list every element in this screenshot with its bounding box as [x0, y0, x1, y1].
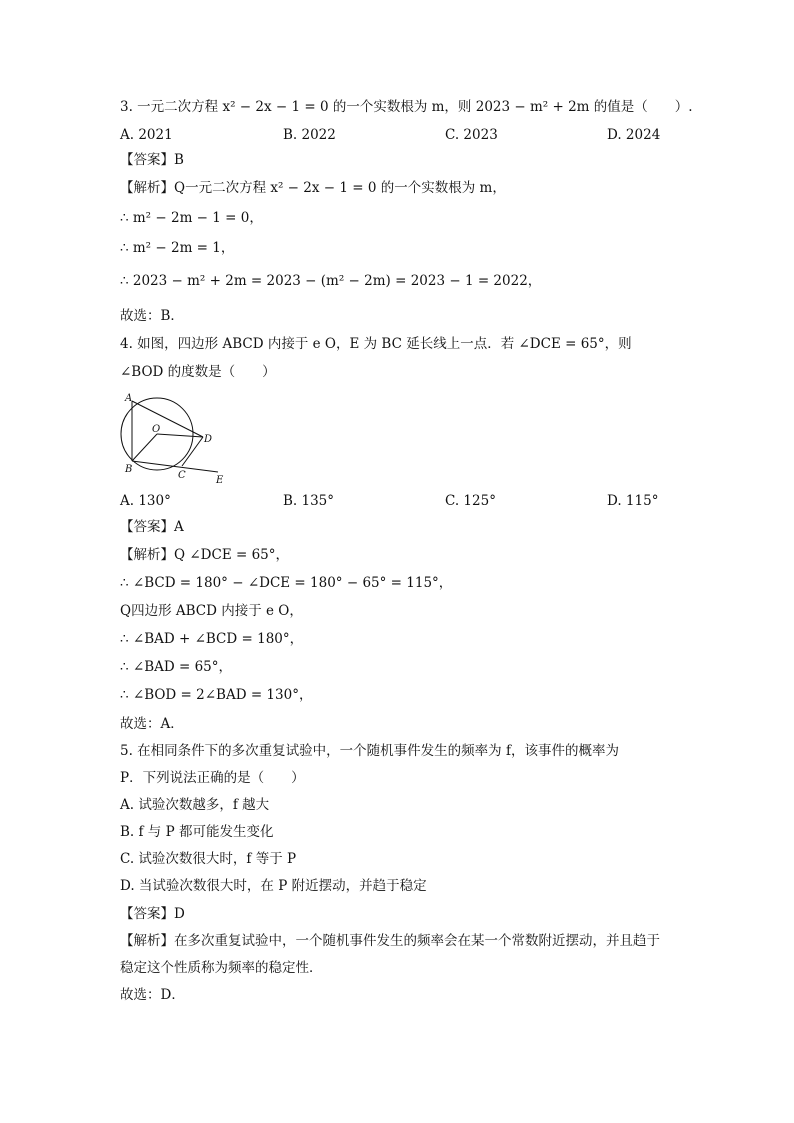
- q3-option-c: C. 2023: [445, 127, 498, 143]
- q3-option-b: B. 2022: [283, 127, 336, 143]
- q4-analysis-line: ∴ ∠BOD = 2∠BAD = 130°，: [120, 687, 313, 703]
- label-o: O: [152, 424, 161, 435]
- q5-option-c: C. 试验次数很大时，f 等于 P: [120, 851, 297, 867]
- q4-analysis-line: ∴ ∠BAD = 65°，: [120, 659, 233, 675]
- segment-ob: [132, 434, 157, 461]
- q4-stem-line2: ∠BOD 的度数是（ ）: [120, 364, 276, 380]
- q4-stem-line1: 4. 如图，四边形 ABCD 内接于 e O，E 为 BC 延长线上一点．若 ∠DCE = 65°，则: [120, 336, 632, 352]
- segment-be: [132, 461, 218, 472]
- q5-choice: 故选：D．: [120, 987, 185, 1003]
- q5-analysis-line2: 稳定这个性质称为频率的稳定性．: [120, 960, 323, 976]
- q3-stem: 3. 一元二次方程 x² − 2x − 1 = 0 的一个实数根为 m，则 2023 − m² + 2m 的值是（ ）.: [120, 99, 693, 115]
- q5-stem-line1: 5. 在相同条件下的多次重复试验中，一个随机事件发生的频率为 f，该事件的概率为: [120, 743, 619, 759]
- q3-analysis-line: 【解析】Q一元二次方程 x² − 2x − 1 = 0 的一个实数根为 m，: [120, 180, 506, 196]
- label-e: E: [216, 475, 224, 484]
- label-c: C: [178, 470, 186, 481]
- q3-analysis-line: ∴ 2023 − m² + 2m = 2023 − (m² − 2m) = 2023 − 1 = 2022，: [120, 273, 542, 289]
- q4-analysis-line: Q四边形 ABCD 内接于 e O，: [120, 603, 303, 619]
- q4-option-d: D. 115°: [607, 493, 659, 509]
- q4-option-a: A. 130°: [120, 493, 171, 509]
- segment-od: [157, 434, 203, 437]
- q4-analysis-line: 【解析】Q ∠DCE = 65°，: [120, 547, 290, 563]
- q4-choice: 故选：A．: [120, 716, 184, 732]
- q3-option-a: A. 2021: [120, 127, 173, 143]
- q5-analysis-line1: 【解析】在多次重复试验中，一个随机事件发生的频率会在某一个常数附近摆动，并且趋于: [120, 933, 660, 949]
- q4-analysis-line: ∴ ∠BAD + ∠BCD = 180°，: [120, 631, 304, 647]
- q5-option-a: A. 试验次数越多，f 越大: [120, 797, 270, 813]
- q3-choice: 故选：B．: [120, 308, 184, 324]
- q4-circle-figure: [116, 392, 228, 484]
- q5-option-b: B. f 与 P 都可能发生变化: [120, 824, 274, 840]
- label-a: A: [125, 393, 133, 404]
- q5-answer: 【答案】D: [120, 906, 185, 922]
- q4-option-c: C. 125°: [445, 493, 496, 509]
- q3-option-d: D. 2024: [607, 127, 661, 143]
- q4-geometry-diagram: [116, 392, 228, 484]
- q4-option-b: B. 135°: [283, 493, 335, 509]
- q4-answer: 【答案】A: [120, 519, 184, 535]
- label-d: D: [204, 434, 213, 445]
- q5-stem-line2: P．下列说法正确的是（ ）: [120, 770, 305, 786]
- label-b: B: [125, 464, 133, 475]
- q3-answer: 【答案】B: [120, 152, 184, 168]
- q5-option-d: D. 当试验次数很大时，在 P 附近摆动，并趋于稳定: [120, 878, 427, 894]
- q3-analysis-line: ∴ m² − 2m − 1 = 0，: [120, 210, 263, 226]
- segment-ad: [132, 401, 203, 437]
- q4-analysis-line: ∴ ∠BCD = 180° − ∠DCE = 180° − 65° = 115°，: [120, 575, 453, 591]
- q3-analysis-line: ∴ m² − 2m = 1，: [120, 240, 235, 256]
